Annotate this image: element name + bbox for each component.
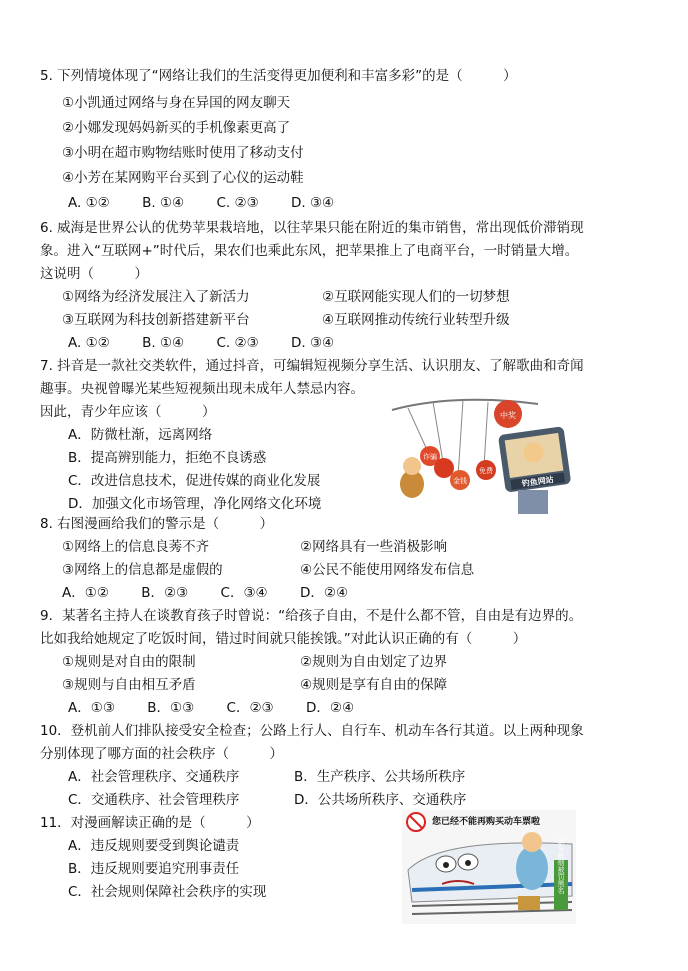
q6-choice-a: A. ①② — [68, 335, 110, 351]
bait-label-free: 免费 — [479, 467, 493, 475]
q10-stem-line-2: 分别体现了哪方面的社会秩序（ ） — [40, 746, 283, 762]
q7-option-c: C．改进信息技术，促进传媒的商业化发展 — [68, 473, 321, 489]
q8-choice-c: C．③④ — [220, 585, 268, 601]
bait-label-prize: 中奖 — [500, 411, 516, 420]
q8-choice-d: D．②④ — [299, 585, 349, 601]
q11-stem: 11．对漫画解读正确的是（ ） — [40, 815, 260, 831]
q9-choice-d: D．②④ — [305, 700, 355, 716]
q10-option-a: A．社会管理秩序、交通秩序 — [68, 769, 240, 785]
q7-option-a: A．防微杜渐，远离网络 — [68, 427, 213, 443]
q6-item-1: ①网络为经济发展注入了新活力 — [62, 289, 250, 305]
q9-item-4: ④规则是享有自由的保障 — [300, 677, 448, 693]
phishing-cartoon — [388, 392, 578, 518]
q5-item-2: ②小娜发现妈妈新买的手机像素更高了 — [62, 120, 291, 136]
q6-item-2: ②互联网能实现人们的一切梦想 — [322, 289, 510, 305]
bait-label-fraud: 诈骗 — [423, 453, 437, 461]
q9-stem-line-1: 9．某著名主持人在谈教育孩子时曾说：“给孩子自由，不是什么都不管，自由是有边界的。 — [40, 608, 583, 624]
q9-item-1: ①规则是对自由的限制 — [62, 654, 196, 670]
q6-stem-line-1: 6. 威海是世界公认的优势苹果栽培地，以往苹果只能在附近的集市销售，常出现低价滞销现 — [40, 220, 584, 236]
q9-item-2: ②规则为自由划定了边界 — [300, 654, 448, 670]
bait-label-money: 金钱 — [453, 477, 467, 485]
q10-option-d: D．公共场所秩序、交通秩序 — [294, 792, 467, 808]
q6-choice-d: D. ③④ — [290, 335, 335, 351]
q5-choice-b: B. ①④ — [142, 195, 185, 211]
q5-item-3: ③小明在超市购物结账时使用了移动支付 — [62, 145, 304, 161]
victim-head — [403, 457, 421, 475]
penalty-sign-text: 动车吸烟被罚黑名 — [557, 838, 565, 894]
q9-stem-line-2: 比如我给她规定了吃饭时间，错过时间就只能挨饿。”对此认识正确的有（ ） — [40, 631, 527, 647]
q7-stem-line-1: 7. 抖音是一款社交类软件，通过抖音，可编辑短视频分享生活、认识朋友、了解歌曲和奇闻 — [40, 358, 584, 374]
q9-item-3: ③规则与自由相互矛盾 — [62, 677, 196, 693]
q11-option-b: B．违反规则要追究刑事责任 — [68, 861, 240, 877]
passenger-figure — [516, 846, 548, 890]
q10-stem-line-1: 10．登机前人们排队接受安全检查；公路上行人、自行车、机动车各行其道。以上两种现象 — [40, 723, 584, 739]
q5-choices — [68, 194, 362, 212]
phishing-site-label: 钓鱼网站 — [521, 475, 555, 489]
q9-choice-c: C．②③ — [226, 700, 274, 716]
q6-choices — [68, 334, 362, 352]
q5-stem: 5. 下列情境体现了“网络让我们的生活变得更加便利和丰富多彩”的是（ ） — [40, 68, 517, 84]
q6-stem-line-2: 象。进入“互联网+”时代后，果农们也乘此东风，把苹果推上了电商平台，一时销量大增。 — [40, 243, 579, 259]
q9-choices — [68, 699, 382, 717]
q7-stem-line-2: 趣事。央视曾曝光某些短视频出现未成年人禁忌内容。 — [40, 381, 364, 397]
q9-choice-a: A．①③ — [68, 700, 115, 716]
q8-choices — [62, 584, 376, 602]
q8-item-4: ④公民不能使用网络发布信息 — [300, 562, 475, 578]
q5-choice-a: A. ①② — [68, 195, 110, 211]
fisher-body — [518, 490, 548, 514]
q8-item-1: ①网络上的信息良莠不齐 — [62, 539, 210, 555]
q6-choice-b: B. ①④ — [142, 335, 185, 351]
q11-option-a: A．违反规则要受到舆论谴责 — [68, 838, 240, 854]
q8-stem: 8. 右图漫画给我们的警示是（ ） — [40, 516, 274, 532]
q6-stem-line-3: 这说明（ ） — [40, 266, 148, 282]
train-cartoon-caption: 您已经不能再购买动车票啦 — [432, 817, 541, 827]
passenger-head — [522, 832, 542, 852]
q6-choice-c: C. ②③ — [216, 335, 259, 351]
q6-item-4: ④互联网推动传统行业转型升级 — [322, 312, 510, 328]
q5-choice-c: C. ②③ — [216, 195, 259, 211]
q5-choice-d: D. ③④ — [290, 195, 335, 211]
q7-stem-line-3: 因此，青少年应该（ ） — [40, 404, 216, 420]
q6-item-3: ③互联网为科技创新搭建新平台 — [62, 312, 250, 328]
q9-choice-b: B．①③ — [147, 700, 195, 716]
bait-apple-2 — [434, 458, 454, 478]
q5-item-4: ④小芳在某网购平台买到了心仪的运动鞋 — [62, 170, 304, 186]
q8-item-3: ③网络上的信息都是虚假的 — [62, 562, 223, 578]
q10-option-c: C．交通秩序、社会管理秩序 — [68, 792, 240, 808]
q7-option-d: D．加强文化市场管理，净化网络文化环境 — [68, 496, 322, 512]
q7-option-b: B．提高辨别能力，拒绝不良诱惑 — [68, 450, 267, 466]
q11-option-c: C．社会规则保障社会秩序的实现 — [68, 884, 267, 900]
q5-item-1: ①小凯通过网络与身在异国的网友聊天 — [62, 95, 291, 111]
q8-choice-a: A．①② — [62, 585, 109, 601]
q8-choice-b: B．②③ — [141, 585, 189, 601]
q8-item-2: ②网络具有一些消极影响 — [300, 539, 448, 555]
q10-option-b: B．生产秩序、公共场所秩序 — [294, 769, 466, 785]
train-cartoon — [402, 810, 576, 924]
